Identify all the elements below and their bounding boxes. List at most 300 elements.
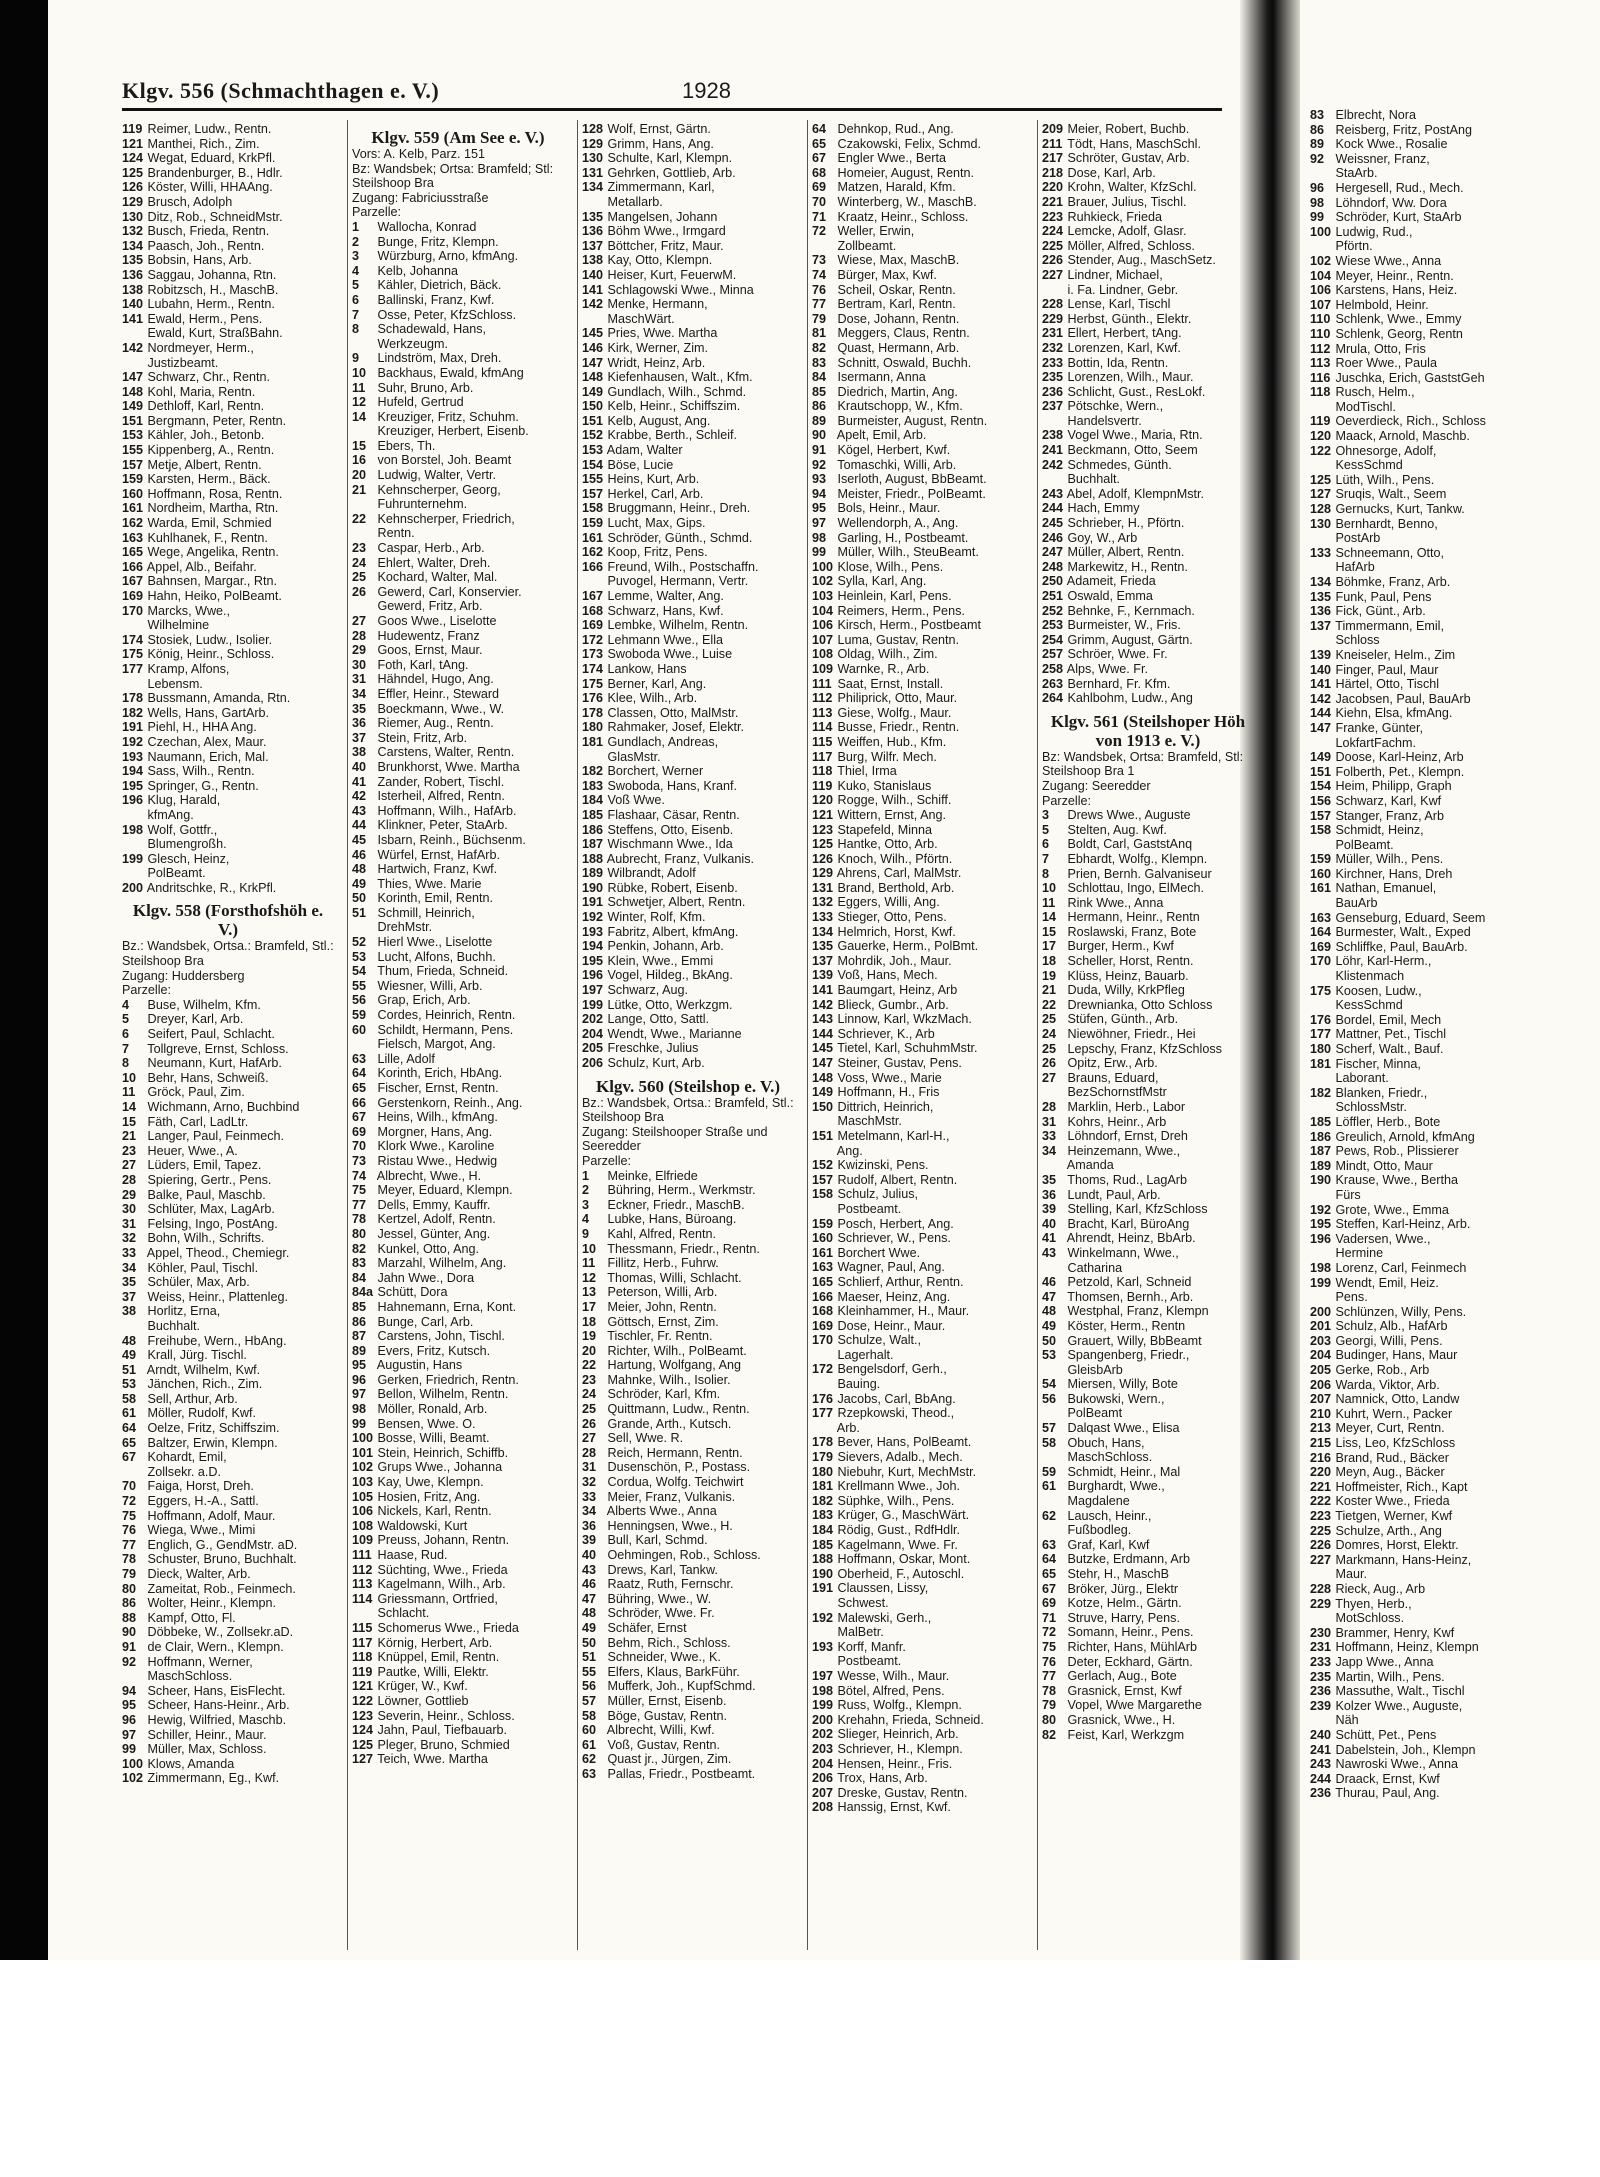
plot-number: 114 bbox=[812, 720, 833, 735]
plot-number: 33 bbox=[1042, 1129, 1057, 1144]
plot-entry bbox=[122, 1100, 334, 1115]
plot-number: 177 bbox=[122, 661, 144, 676]
plot-entry bbox=[122, 137, 334, 152]
plot-number: 175 bbox=[122, 647, 144, 662]
plot-entry bbox=[1042, 1217, 1254, 1232]
plot-entry bbox=[582, 166, 794, 181]
association-info: Parzelle: bbox=[1042, 793, 1091, 808]
plot-entry bbox=[812, 1348, 1024, 1363]
tenant-name: Eggers, Willi, Ang. bbox=[834, 895, 940, 910]
plot-number: 241 bbox=[1042, 443, 1064, 458]
tenant-name: Flashaar, Cäsar, Rentn. bbox=[604, 807, 740, 822]
tenant-name: Quast jr., Jürgen, Zim. bbox=[604, 1752, 732, 1767]
tenant-name: Schulz, Kurt, Arb. bbox=[604, 1056, 705, 1070]
tenant-name: Kehnscherper, Friedrich, bbox=[374, 511, 515, 526]
tenant-name: Pförtn. bbox=[1332, 239, 1373, 254]
tenant-name: Koop, Fritz, Pens. bbox=[604, 545, 708, 560]
plot-entry bbox=[1310, 414, 1580, 429]
plot-number: 148 bbox=[122, 384, 144, 399]
plot-number: 56 bbox=[582, 1679, 597, 1694]
plot-entry bbox=[1042, 1027, 1254, 1042]
tenant-name: Bernhard, Fr. Kfm. bbox=[1064, 676, 1171, 691]
tenant-name: Lundt, Paul, Arb. bbox=[1064, 1187, 1161, 1202]
plot-entry bbox=[582, 239, 794, 254]
plot-entry bbox=[122, 1421, 334, 1436]
plot-number: 83 bbox=[812, 355, 827, 370]
tenant-name: Burger, Herm., Kwf bbox=[1064, 939, 1174, 954]
tenant-name: Schulz, Julius, bbox=[834, 1187, 918, 1202]
tenant-name: Hoffmann, Rosa, Rentn. bbox=[144, 486, 283, 501]
plot-number: 200 bbox=[812, 1712, 834, 1727]
tenant-name: Stelling, Karl, KfzSchloss bbox=[1064, 1202, 1208, 1217]
plot-number: 248 bbox=[1042, 559, 1064, 574]
tenant-name: Göttsch, Ernst, Zim. bbox=[604, 1314, 719, 1329]
tenant-name: Helmrich, Horst, Kwf. bbox=[834, 924, 956, 939]
tenant-name: Wittern, Ernst, Ang. bbox=[834, 807, 946, 822]
plot-entry bbox=[1310, 1188, 1580, 1203]
tenant-name: Bordel, Emil, Mech bbox=[1332, 1012, 1442, 1027]
plot-number: 111 bbox=[812, 676, 832, 691]
plot-number: 135 bbox=[582, 209, 604, 224]
plot-number: 224 bbox=[1042, 224, 1064, 239]
tenant-name: Metje, Albert, Rentn. bbox=[144, 457, 262, 472]
tenant-name: MaschSchloss. bbox=[144, 1669, 233, 1684]
plot-number: 96 bbox=[122, 1712, 137, 1727]
tenant-name: Kirk, Werner, Zim. bbox=[604, 340, 709, 355]
plot-number: 11 bbox=[122, 1085, 136, 1100]
plot-number: 253 bbox=[1042, 618, 1064, 633]
tenant-name: Löwner, Gottlieb bbox=[374, 1693, 469, 1708]
tenant-name: Raatz, Ruth, Fernschr. bbox=[604, 1577, 734, 1592]
plot-entry bbox=[1042, 1348, 1254, 1363]
plot-number: 46 bbox=[1042, 1275, 1057, 1290]
tenant-name: Robitzsch, H., MaschB. bbox=[144, 282, 279, 297]
plot-entry bbox=[582, 793, 794, 808]
tenant-name: Massuthe, Walt., Tischl bbox=[1332, 1684, 1465, 1699]
plot-entry bbox=[812, 1392, 1024, 1407]
plot-entry bbox=[582, 779, 794, 794]
plot-entry bbox=[812, 735, 1024, 750]
plot-entry bbox=[122, 1363, 334, 1378]
tenant-name: Stieger, Otto, Pens. bbox=[834, 910, 947, 925]
tenant-name: Felsing, Ingo, PostAng. bbox=[144, 1216, 278, 1231]
plot-entry bbox=[812, 210, 1024, 225]
plot-number: 133 bbox=[1310, 545, 1332, 560]
column-1 bbox=[122, 122, 334, 1786]
plot-number: 258 bbox=[1042, 661, 1064, 676]
tenant-name: Mindt, Otto, Maur bbox=[1332, 1158, 1433, 1173]
plot-entry bbox=[1042, 1596, 1254, 1611]
plot-number: 32 bbox=[582, 1475, 597, 1490]
plot-number: 5 bbox=[1042, 822, 1050, 837]
plot-entry bbox=[122, 1523, 334, 1538]
association-info: Vors: A. Kelb, Parz. 151 bbox=[352, 147, 486, 161]
plot-entry bbox=[582, 122, 794, 137]
plot-entry bbox=[812, 1246, 1024, 1261]
plot-entry bbox=[582, 1212, 794, 1227]
tenant-name: Fillitz, Herb., Fuhrw. bbox=[604, 1256, 719, 1271]
tenant-name: Alps, Wwe. Fr. bbox=[1064, 661, 1148, 676]
tenant-name: Grimm, Hans, Ang. bbox=[604, 136, 714, 151]
tenant-name: Garling, H., Postbeamt. bbox=[834, 530, 969, 545]
tenant-name: Foth, Karl, tAng. bbox=[374, 657, 469, 672]
plot-entry bbox=[352, 1066, 564, 1081]
plot-number: 204 bbox=[1310, 1348, 1332, 1363]
plot-number: 208 bbox=[812, 1800, 834, 1815]
plot-entry bbox=[1310, 794, 1580, 809]
tenant-name: Amanda bbox=[1064, 1158, 1114, 1173]
plot-number: 114 bbox=[352, 1591, 373, 1606]
plot-number: 192 bbox=[122, 734, 144, 749]
plot-entry bbox=[582, 283, 794, 298]
plot-entry bbox=[582, 399, 794, 414]
tenant-name: DrehMstr. bbox=[374, 920, 433, 935]
plot-entry bbox=[122, 1771, 334, 1786]
plot-number: 243 bbox=[1310, 1757, 1332, 1772]
tenant-name: Griessmann, Ortfried, bbox=[374, 1591, 498, 1606]
tenant-name: Bürger, Max, Kwf. bbox=[834, 267, 937, 282]
plot-number: 235 bbox=[1310, 1669, 1332, 1684]
plot-entry bbox=[812, 823, 1024, 838]
plot-number: 138 bbox=[582, 253, 604, 268]
plot-number: 69 bbox=[352, 1124, 367, 1139]
tenant-name: Rusch, Helm., bbox=[1332, 385, 1415, 400]
plot-entry bbox=[1310, 1319, 1580, 1334]
tenant-name: Karstens, Hans, Heiz. bbox=[1332, 283, 1458, 298]
plot-entry bbox=[122, 1012, 334, 1027]
plot-number: 257 bbox=[1042, 647, 1064, 662]
tenant-name: Brand, Berthold, Arb. bbox=[834, 880, 955, 895]
plot-entry bbox=[812, 1217, 1024, 1232]
plot-entry bbox=[1310, 152, 1580, 167]
tenant-name: Schadewald, Hans, bbox=[374, 322, 487, 337]
plot-entry bbox=[122, 764, 334, 779]
plot-number: 134 bbox=[1310, 575, 1332, 589]
tenant-name: Postbeamt. bbox=[834, 1654, 902, 1669]
tenant-name: Stüfen, Günth., Arb. bbox=[1064, 1012, 1179, 1027]
tenant-name: Isbarn, Reinh., Büchsenm. bbox=[374, 832, 526, 847]
plot-entry bbox=[582, 823, 794, 838]
plot-number: 74 bbox=[812, 267, 827, 282]
tenant-name: Goy, W., Arb bbox=[1064, 530, 1138, 545]
plot-number: 206 bbox=[582, 1056, 604, 1070]
plot-entry bbox=[122, 1304, 334, 1319]
tenant-name: Ahrens, Carl, MalMstr. bbox=[834, 866, 962, 881]
tenant-name: Meyn, Aug., Bäcker bbox=[1332, 1465, 1445, 1480]
plot-entry bbox=[582, 1767, 794, 1782]
tenant-name: Dittrich, Heinrich, bbox=[834, 1099, 934, 1114]
plot-entry bbox=[122, 1334, 334, 1349]
plot-entry bbox=[812, 545, 1024, 560]
tenant-name: Heinzemann, Wwe., bbox=[1064, 1143, 1181, 1158]
plot-entry bbox=[812, 224, 1024, 239]
plot-number: 99 bbox=[812, 545, 827, 560]
plot-entry bbox=[812, 998, 1024, 1013]
plot-number: 181 bbox=[1310, 1056, 1332, 1071]
plot-number: 12 bbox=[352, 395, 367, 410]
plot-entry bbox=[812, 1129, 1024, 1144]
plot-number: 190 bbox=[812, 1566, 834, 1581]
plot-entry bbox=[582, 1694, 794, 1709]
tenant-name: Döbbeke, W., Zollsekr.aD. bbox=[144, 1625, 294, 1640]
plot-number: 202 bbox=[582, 1012, 604, 1027]
tenant-name: Luma, Gustav, Rentn. bbox=[834, 632, 960, 647]
plot-entry bbox=[812, 341, 1024, 356]
tenant-name: Hoffmann, Werner, bbox=[144, 1654, 253, 1669]
plot-number: 221 bbox=[1310, 1479, 1332, 1494]
plot-number: 116 bbox=[1310, 370, 1331, 385]
plot-entry bbox=[352, 1738, 564, 1753]
plot-entry bbox=[1310, 517, 1580, 532]
tenant-name: Lense, Karl, Tischl bbox=[1064, 297, 1171, 312]
plot-entry bbox=[1042, 1334, 1254, 1349]
plot-entry bbox=[122, 866, 334, 881]
tenant-name: Lankow, Hans bbox=[604, 661, 687, 676]
plot-number: 19 bbox=[582, 1329, 597, 1344]
plot-entry bbox=[122, 1611, 334, 1626]
tenant-name: Zimmermann, Eg., Kwf. bbox=[144, 1771, 280, 1786]
plot-entry bbox=[352, 1723, 564, 1738]
plot-entry bbox=[582, 253, 794, 268]
plot-number: 191 bbox=[812, 1581, 834, 1596]
plot-number: 193 bbox=[582, 924, 604, 939]
plot-number: 181 bbox=[582, 734, 604, 749]
tenant-name: Fabritz, Albert, kfmAng. bbox=[604, 924, 739, 939]
plot-number: 79 bbox=[812, 311, 827, 326]
plot-number: 115 bbox=[352, 1620, 373, 1635]
plot-number: 30 bbox=[352, 657, 367, 672]
plot-entry bbox=[582, 1041, 794, 1056]
tenant-name: Langer, Paul, Feinmech. bbox=[144, 1129, 285, 1144]
tenant-name: Stehr, H., MaschB bbox=[1064, 1567, 1169, 1581]
tenant-name: Kuko, Stanislaus bbox=[834, 778, 932, 793]
tenant-name: Korinth, Emil, Rentn. bbox=[374, 891, 493, 906]
plot-entry bbox=[352, 293, 564, 308]
tenant-name: Warda, Viktor, Arb. bbox=[1332, 1377, 1440, 1392]
tenant-name: Bruggmann, Heinr., Dreh. bbox=[604, 501, 751, 516]
plot-number: 160 bbox=[122, 486, 144, 501]
plot-entry bbox=[1042, 122, 1254, 137]
plot-number: 142 bbox=[812, 997, 834, 1012]
plot-entry bbox=[812, 1085, 1024, 1100]
tenant-name: Lubke, Hans, Büroang. bbox=[604, 1212, 737, 1227]
plot-number: 162 bbox=[122, 516, 144, 531]
plot-number: 96 bbox=[1310, 180, 1325, 195]
tenant-name: Brauer, Julius, Tischl. bbox=[1064, 194, 1187, 209]
tenant-name: Hermine bbox=[1332, 1246, 1384, 1261]
plot-number: 73 bbox=[812, 253, 827, 268]
plot-number: 28 bbox=[122, 1172, 137, 1187]
plot-entry bbox=[1310, 1786, 1580, 1801]
tenant-name: Hierl Wwe., Liselotte bbox=[374, 935, 493, 950]
plot-entry bbox=[1310, 181, 1580, 196]
plot-entry bbox=[1042, 1538, 1254, 1553]
plot-number: 159 bbox=[1310, 852, 1332, 867]
plot-entry bbox=[122, 239, 334, 254]
plot-number: 15 bbox=[122, 1114, 137, 1129]
plot-number: 45 bbox=[352, 832, 367, 847]
tenant-name: Hewig, Wilfried, Maschb. bbox=[144, 1712, 287, 1727]
plot-entry bbox=[582, 968, 794, 983]
plot-entry bbox=[1042, 1523, 1254, 1538]
plot-entry bbox=[1310, 1086, 1580, 1101]
plot-number: 169 bbox=[582, 618, 604, 633]
plot-entry bbox=[812, 1421, 1024, 1436]
running-head: Klgv. 556 (Schmachthagen e. V.) bbox=[122, 78, 440, 103]
tenant-name: Bötel, Alfred, Pens. bbox=[834, 1683, 945, 1698]
tenant-name: Böttcher, Fritz, Maur. bbox=[604, 238, 724, 253]
plot-number: 99 bbox=[352, 1416, 367, 1431]
tenant-name: Schlüter, Max, LagArb. bbox=[144, 1202, 275, 1217]
plot-entry bbox=[1310, 1348, 1580, 1363]
plot-entry bbox=[582, 1723, 794, 1738]
plot-entry bbox=[812, 779, 1024, 794]
plot-entry bbox=[1042, 574, 1254, 589]
plot-entry bbox=[352, 716, 564, 731]
plot-entry bbox=[582, 1504, 794, 1519]
tenant-name: Roer Wwe., Paula bbox=[1332, 356, 1437, 371]
plot-number: 122 bbox=[352, 1693, 374, 1708]
plot-number: 144 bbox=[812, 1026, 834, 1041]
plot-entry bbox=[1310, 1757, 1580, 1772]
plot-entry bbox=[1310, 1480, 1580, 1495]
tenant-name: Klee, Wilh., Arb. bbox=[604, 691, 698, 706]
plot-entry bbox=[122, 1698, 334, 1713]
tenant-name: Krall, Jürg. Tischl. bbox=[144, 1348, 247, 1363]
plot-number: 203 bbox=[812, 1741, 834, 1756]
tenant-name: Schröder, Günth., Schmd. bbox=[604, 530, 753, 545]
tenant-name: PostArb bbox=[1332, 531, 1381, 546]
plot-entry bbox=[1042, 516, 1254, 531]
plot-entry bbox=[1042, 910, 1254, 925]
tenant-name: Kleinhammer, H., Maur. bbox=[834, 1304, 970, 1319]
plot-entry bbox=[582, 983, 794, 998]
plot-entry bbox=[582, 356, 794, 371]
plot-number: 150 bbox=[812, 1099, 834, 1114]
association-info: Bz: Wandsbek; Ortsa: Bramfeld; Stl: Steilshoop Bra bbox=[352, 161, 554, 191]
tenant-name: Dells, Emmy, Kauffr. bbox=[374, 1197, 491, 1212]
tenant-name: Meier, Robert, Buchb. bbox=[1064, 122, 1190, 136]
tenant-name: Böhm Wwe., Irmgard bbox=[604, 224, 726, 239]
plot-entry bbox=[812, 706, 1024, 721]
tenant-name: Albrecht, Wwe., H. bbox=[374, 1168, 482, 1183]
plot-number: 157 bbox=[582, 486, 604, 501]
plot-entry bbox=[812, 1611, 1024, 1626]
plot-number: 113 bbox=[1310, 356, 1331, 371]
plot-number: 57 bbox=[1042, 1421, 1057, 1436]
plot-entry bbox=[122, 823, 334, 838]
plot-entry bbox=[1042, 1392, 1254, 1407]
tenant-name: Dreske, Gustav, Rentn. bbox=[834, 1785, 968, 1800]
tenant-name: Meier, John, Rentn. bbox=[604, 1299, 717, 1314]
plot-number: 108 bbox=[352, 1518, 374, 1533]
plot-number: 142 bbox=[582, 297, 604, 312]
plot-entry bbox=[812, 487, 1024, 502]
tenant-name: Koosen, Ludw., bbox=[1332, 983, 1422, 998]
tenant-name: Koster Wwe., Frieda bbox=[1332, 1494, 1450, 1509]
plot-number: 172 bbox=[582, 632, 604, 647]
plot-entry bbox=[1310, 1246, 1580, 1261]
plot-entry bbox=[1310, 619, 1580, 634]
plot-number: 100 bbox=[812, 559, 834, 574]
tenant-name: Schwetjer, Albert, Rentn. bbox=[604, 895, 746, 910]
tenant-name: Wiese Wwe., Anna bbox=[1332, 253, 1442, 268]
plot-number: 226 bbox=[1310, 1538, 1332, 1553]
plot-number: 14 bbox=[1042, 910, 1057, 925]
plot-entry bbox=[352, 1212, 564, 1227]
plot-number: 121 bbox=[812, 807, 834, 822]
plot-number: 199 bbox=[1310, 1275, 1332, 1290]
plot-number: 19 bbox=[1042, 968, 1057, 983]
plot-entry bbox=[812, 1786, 1024, 1801]
tenant-name: Kagelmann, Wwe. Fr. bbox=[834, 1537, 958, 1552]
plot-entry bbox=[352, 1125, 564, 1140]
plot-number: 10 bbox=[582, 1241, 597, 1256]
tenant-name: Krüger, G., MaschWärt. bbox=[834, 1508, 970, 1523]
plot-number: 107 bbox=[812, 632, 834, 647]
tenant-name: Isermann, Anna bbox=[834, 370, 926, 385]
plot-entry bbox=[1310, 984, 1580, 999]
plot-number: 46 bbox=[352, 847, 367, 862]
tenant-name: Krause, Wwe., Bertha bbox=[1332, 1173, 1458, 1188]
plot-number: 11 bbox=[582, 1256, 596, 1271]
tenant-name: Winterberg, W., MaschB. bbox=[834, 194, 977, 209]
plot-number: 141 bbox=[1310, 677, 1332, 692]
association-info: Zugang: Huddersberg bbox=[122, 968, 245, 983]
tenant-name: Stanger, Franz, Arb bbox=[1332, 808, 1445, 823]
plot-entry bbox=[582, 1387, 794, 1402]
plot-entry bbox=[1042, 545, 1254, 560]
tenant-name: Spiering, Gertr., Pens. bbox=[144, 1172, 272, 1187]
tenant-name: Duda, Willy, KrkPfleg bbox=[1064, 983, 1185, 998]
tenant-name: Fischer, Minna, bbox=[1332, 1056, 1421, 1071]
plot-entry bbox=[582, 764, 794, 779]
plot-entry bbox=[1310, 779, 1580, 794]
tenant-name: Naumann, Erich, Mal. bbox=[144, 749, 269, 764]
plot-number: 84 bbox=[812, 370, 827, 385]
plot-entry bbox=[1310, 823, 1580, 838]
plot-entry bbox=[582, 647, 794, 662]
plot-entry bbox=[812, 720, 1024, 735]
plot-number: 112 bbox=[1310, 341, 1331, 356]
plot-entry bbox=[582, 458, 794, 473]
plot-entry bbox=[812, 1173, 1024, 1188]
plot-number: 31 bbox=[1042, 1114, 1057, 1129]
tenant-name: Vogel Wwe., Maria, Rtn. bbox=[1064, 428, 1203, 443]
plot-entry bbox=[122, 1129, 334, 1144]
plot-number: 204 bbox=[812, 1756, 834, 1771]
plot-number: 5 bbox=[352, 278, 360, 293]
tenant-name: Klinkner, Peter, StaArb. bbox=[374, 818, 508, 833]
plot-entry bbox=[1042, 531, 1254, 546]
tenant-name: Slieger, Heinrich, Arb. bbox=[834, 1727, 959, 1742]
plot-entry bbox=[812, 414, 1024, 429]
plot-number: 64 bbox=[812, 122, 827, 136]
plot-number: 49 bbox=[1042, 1318, 1057, 1333]
plot-entry bbox=[122, 1655, 334, 1670]
plot-number: 48 bbox=[122, 1333, 137, 1348]
tenant-name: Oldag, Wilh., Zim. bbox=[834, 647, 938, 662]
tenant-name: Steffens, Otto, Eisenb. bbox=[604, 822, 734, 837]
tenant-name: Müller, Wilh., Pens. bbox=[1332, 852, 1444, 867]
plot-entry bbox=[352, 1315, 564, 1330]
plot-number: 161 bbox=[1310, 881, 1332, 896]
plot-number: 130 bbox=[1310, 516, 1332, 531]
header-rule bbox=[122, 108, 1222, 111]
tenant-name: Möller, Ronald, Arb. bbox=[374, 1402, 488, 1417]
tenant-name: Wichmann, Arno, Buchbind bbox=[144, 1100, 300, 1114]
plot-entry bbox=[122, 589, 334, 604]
